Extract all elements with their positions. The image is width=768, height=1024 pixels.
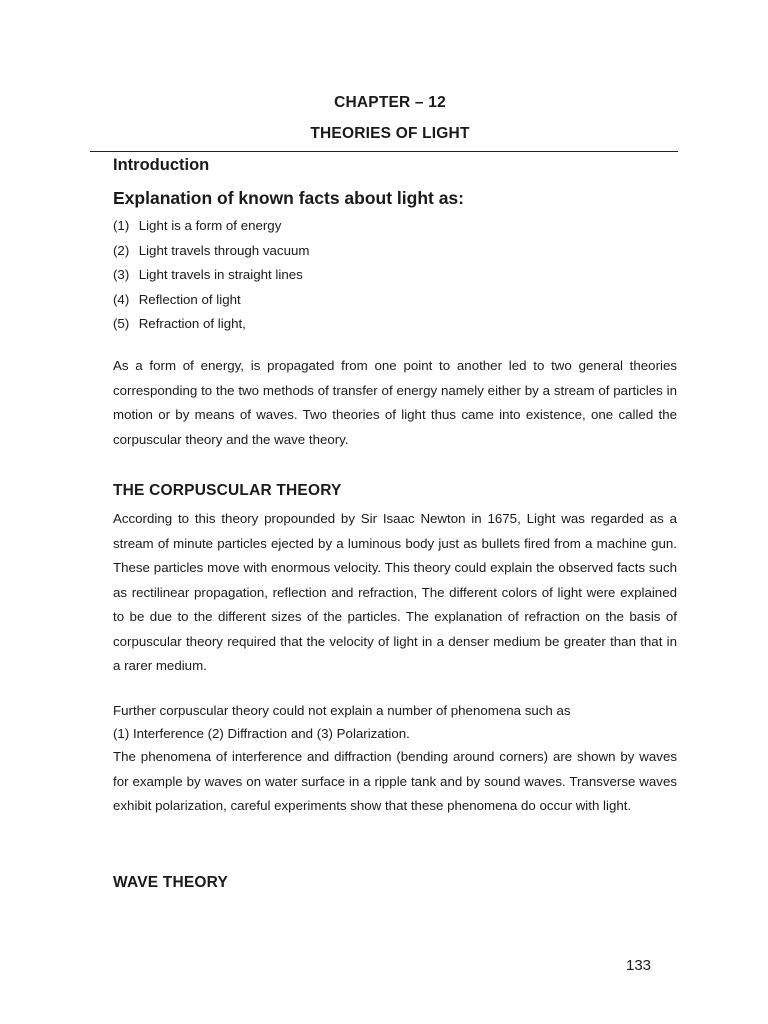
known-facts-list [113,215,309,338]
list-item: (4) Reflection of light [113,291,241,307]
corpuscular-theory-heading: THE CORPUSCULAR THEORY [113,482,342,499]
page-number: 133 [626,957,652,974]
wave-theory-heading: WAVE THEORY [113,874,229,891]
list-item: (2) Light travels through vacuum [113,242,310,258]
further-line-2: (1) Interference (2) Diffraction and (3) Polarization. [113,726,410,741]
chapter-title: THEORIES OF LIGHT [310,125,470,142]
further-line-1: Further corpuscular theory could not explain a number of phenomena such as [113,703,571,718]
corpuscular-paragraph: According to this theory propounded by Sir Isaac Newton in 1675, Light was regarded as a stream of minute particles ejected by a luminous body just as bullets fired from a machine gun. These particles move with enormous velocity. This theory could explain the observed facts such as rectilinear propagation, reflection and refraction, The different colors of light were explained to be due to the different sizes of the particles. The explanation of refraction on the basis of corpuscular theory required that the velocity of light in a denser medium be greater than that in a rarer medium. [113,511,677,673]
chapter-number: CHAPTER – 12 [334,94,446,111]
waves-paragraph: The phenomena of interference and diffraction (bending around corners) are shown by waves for example by waves on water surface in a ripple tank and by sound waves. Transverse waves exhibit polarization, careful experiments show that these phenomena do occur with light. [113,749,677,813]
title-divider [90,151,678,152]
introduction-heading: Introduction [113,156,210,174]
intro-paragraph: As a form of energy, is propagated from one point to another led to two general theories corresponding to the two methods of transfer of energy namely either by a stream of particles in motion or by means of waves. Two theories of light thus came into existence, one called the corpuscular theory and the wave theory. [113,358,677,447]
explanation-heading: Explanation of known facts about light as: [113,188,464,208]
list-item: (5) Refraction of light, [113,316,246,331]
list-item: (1) Light is a form of energy [113,218,282,233]
list-item: (3) Light travels in straight lines [113,267,303,282]
